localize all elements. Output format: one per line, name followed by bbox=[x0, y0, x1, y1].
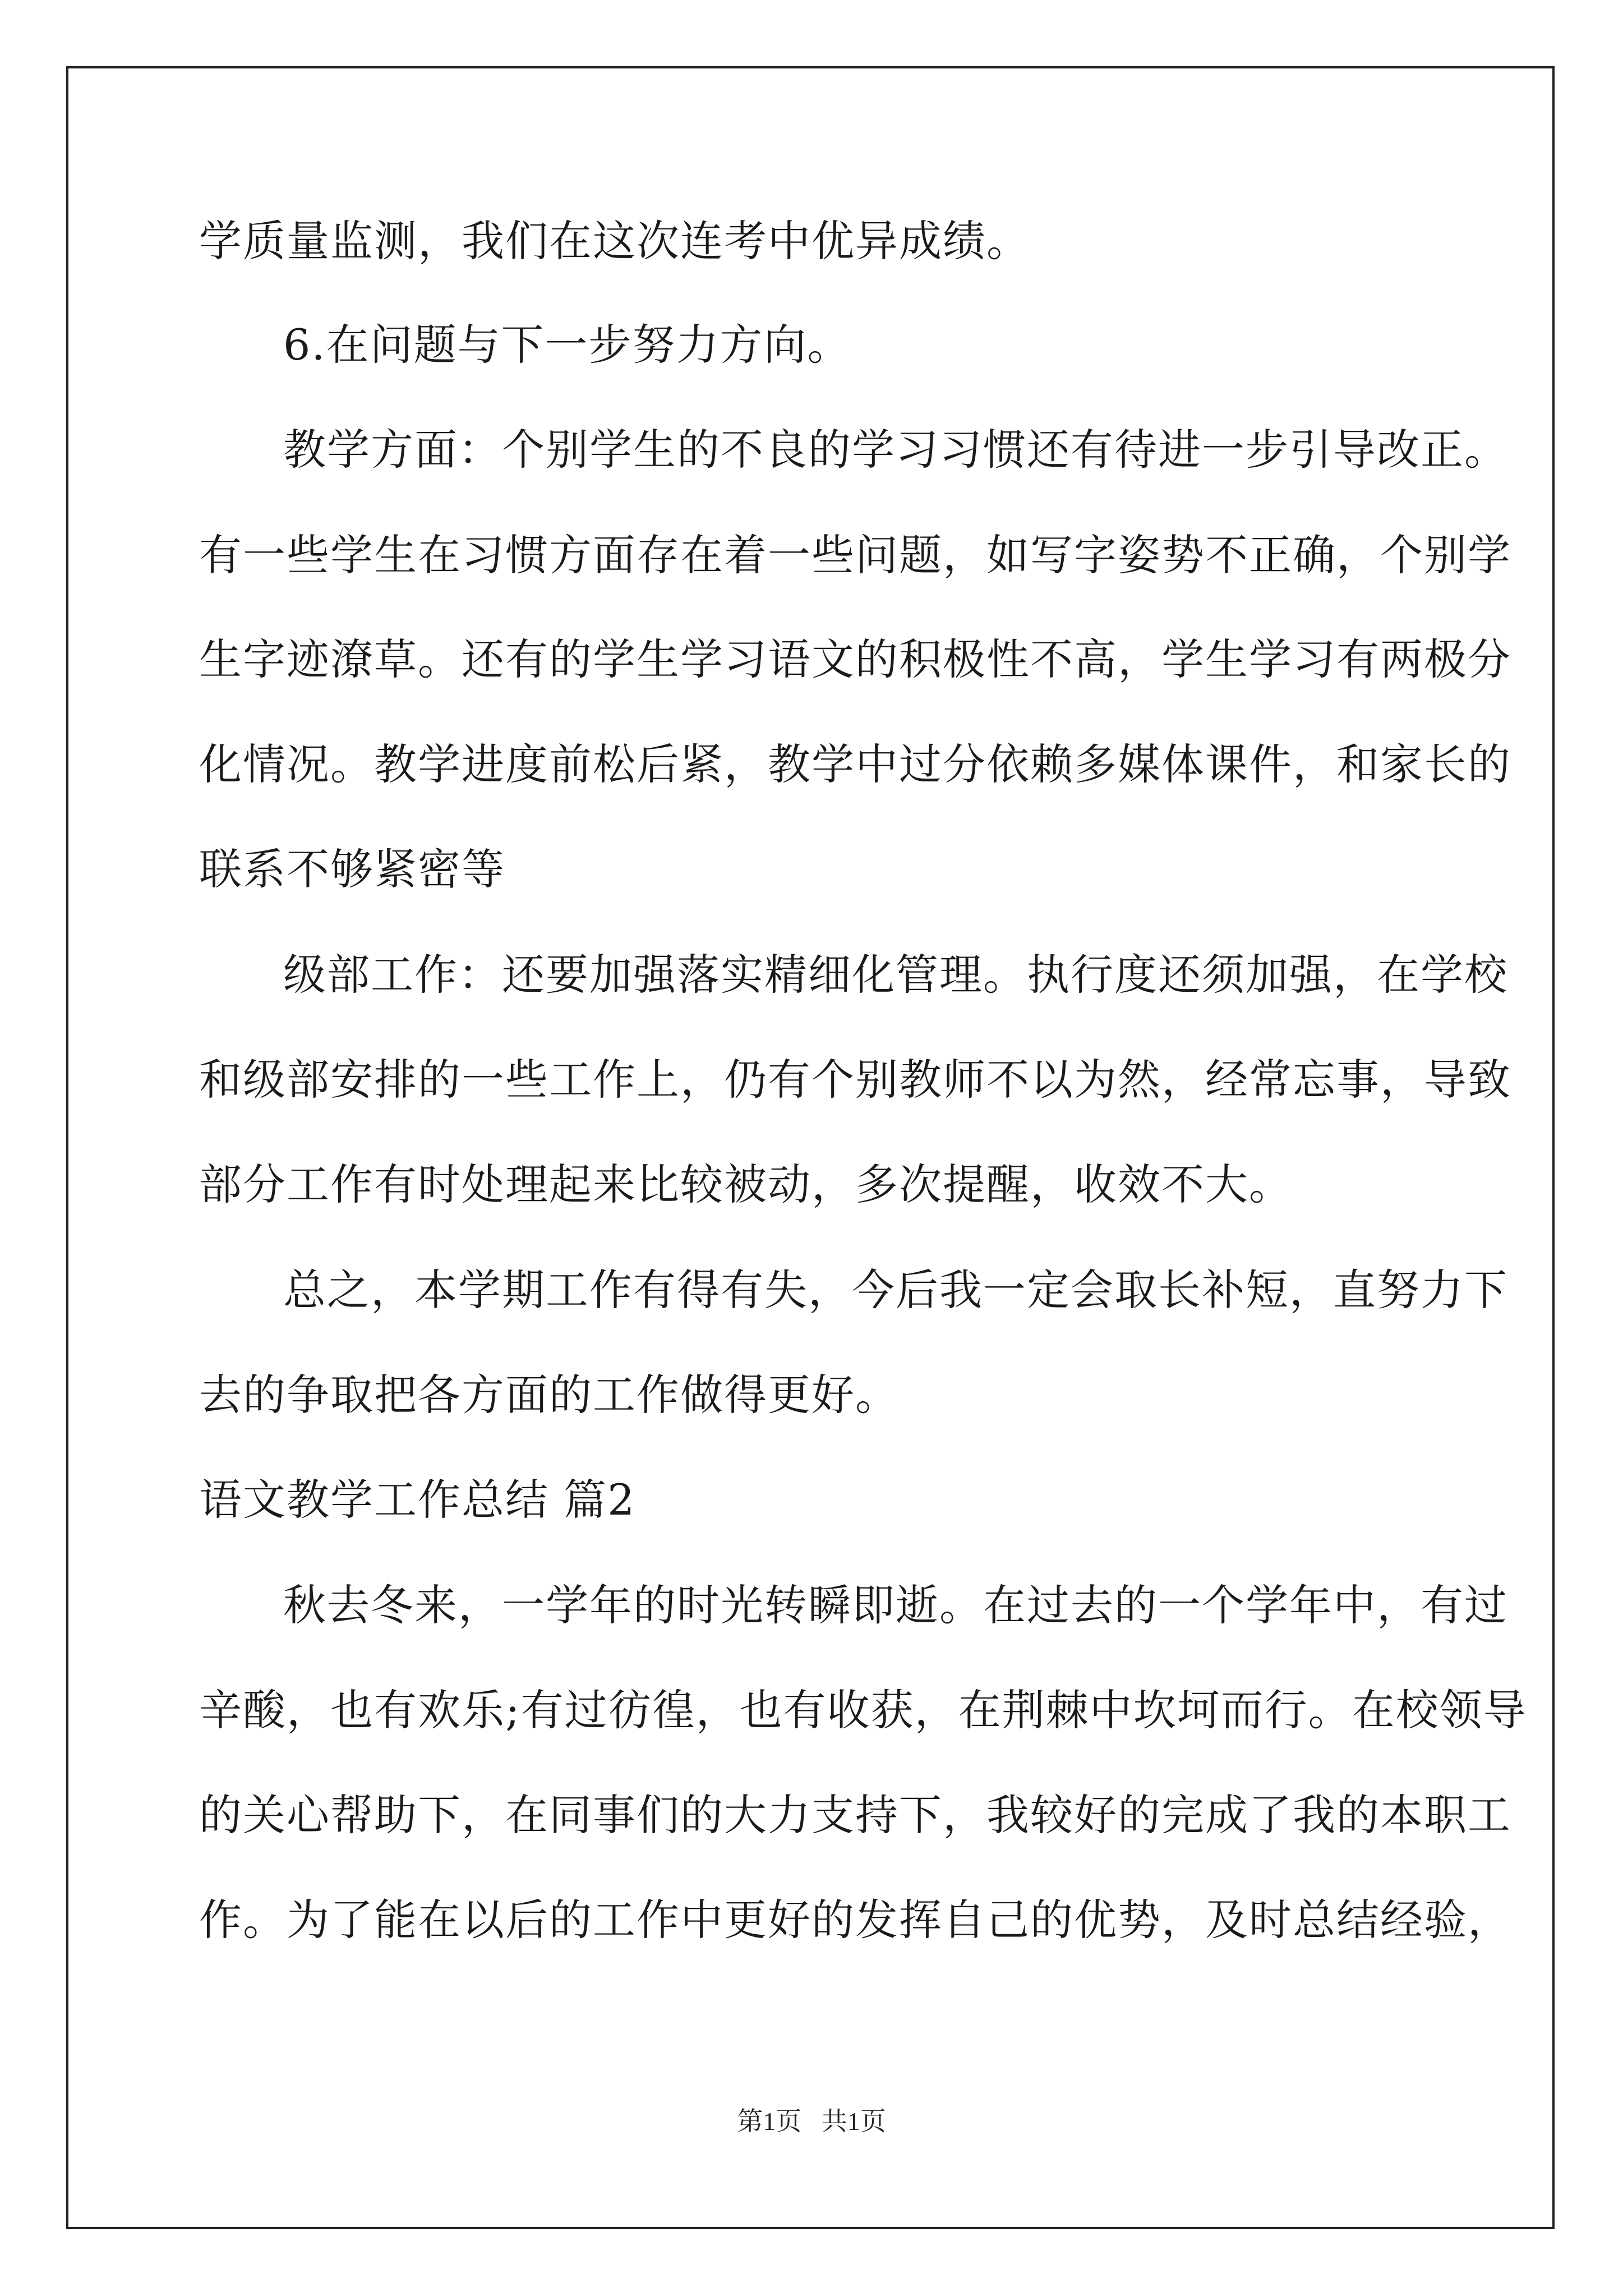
paragraph-line: 联系不够紧密等 bbox=[199, 844, 505, 894]
paragraph-line: 和级部安排的一些工作上，仍有个别教师不以为然，经常忘事，导致 bbox=[199, 1055, 1511, 1105]
paragraph-line: 辛酸，也有欢乐;有过彷徨，也有收获，在荆棘中坎坷而行。在校领导 bbox=[199, 1685, 1527, 1735]
paragraph-line: 去的争取把各方面的工作做得更好。 bbox=[199, 1370, 899, 1420]
paragraph-line: 作。为了能在以后的工作中更好的发挥自己的优势，及时总结经验， bbox=[199, 1895, 1511, 1945]
paragraph-line: 化情况。教学进度前松后紧，教学中过分依赖多媒体课件，和家长的 bbox=[199, 739, 1511, 789]
paragraph-line: 级部工作：还要加强落实精细化管理。执行度还须加强，在学校 bbox=[283, 950, 1508, 1000]
paragraph-line: 总之，本学期工作有得有失，今后我一定会取长补短，直努力下 bbox=[283, 1265, 1508, 1315]
paragraph-line: 秋去冬来，一学年的时光转瞬即逝。在过去的一个学年中，有过 bbox=[283, 1580, 1508, 1630]
paragraph-line: 部分工作有时处理起来比较被动，多次提醒，收效不大。 bbox=[199, 1159, 1293, 1209]
page-footer bbox=[0, 2101, 1623, 2138]
page-total: 共1页 bbox=[821, 2107, 886, 2136]
article-title: 语文教学工作总结 篇2 bbox=[199, 1475, 636, 1525]
paragraph-line: 教学方面：个别学生的不良的学习习惯还有待进一步引导改正。 bbox=[283, 425, 1508, 475]
section-heading: 6.在问题与下一步努力方向。 bbox=[283, 320, 851, 370]
paragraph-line: 学质量监测，我们在这次连考中优异成绩。 bbox=[199, 216, 1030, 266]
page-number: 第1页 bbox=[737, 2107, 802, 2136]
paragraph-line: 生字迹潦草。还有的学生学习语文的积极性不高，学生学习有两极分 bbox=[199, 634, 1511, 684]
paragraph-line: 的关心帮助下，在同事们的大力支持下，我较好的完成了我的本职工 bbox=[199, 1790, 1511, 1840]
paragraph-line: 有一些学生在习惯方面存在着一些问题，如写字姿势不正确，个别学 bbox=[199, 530, 1511, 580]
